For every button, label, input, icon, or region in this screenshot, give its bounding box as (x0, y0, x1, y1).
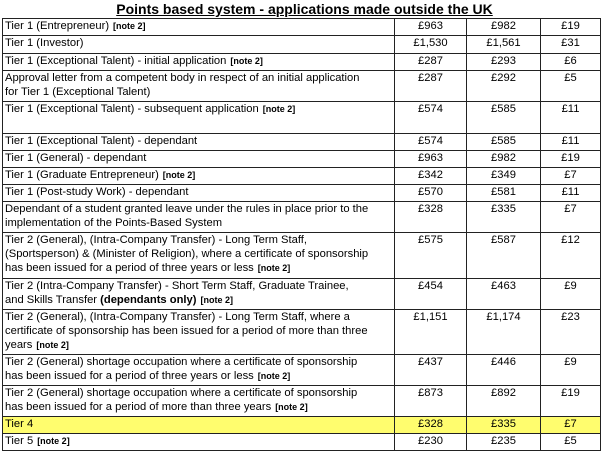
table-row (3, 310, 601, 355)
row-description-line: Dependant of a student granted leave under the rules in place prior to the (5, 203, 369, 215)
row-description-line: implementation of the Points-Based System (5, 217, 223, 229)
bold-qualifier: (dependants only) (100, 294, 197, 306)
fee-new: £335 (467, 202, 541, 233)
row-description: Tier 5 (5, 435, 34, 447)
table-row (3, 71, 601, 102)
row-description-line: years (5, 339, 33, 351)
fee-current: £963 (395, 151, 467, 168)
table-row (3, 54, 601, 71)
note-ref: [note 2] (257, 371, 291, 381)
title-bar (0, 0, 601, 18)
fee-increase: £11 (541, 134, 601, 151)
table-row (3, 434, 601, 451)
fee-increase: £7 (541, 202, 601, 233)
note-ref: [note 2] (262, 104, 296, 114)
fee-current: £1,530 (395, 36, 467, 54)
fee-current: £328 (395, 202, 467, 233)
fee-current: £287 (395, 54, 467, 71)
row-description-line: Tier 2 (General) shortage occupation where a certificate of sponsorship (5, 387, 358, 399)
row-description: Tier 1 (Investor) (5, 37, 84, 49)
fee-current: £574 (395, 102, 467, 134)
fee-increase: £5 (541, 71, 601, 102)
row-description-line: for Tier 1 (Exceptional Talent) (5, 86, 151, 98)
row-description-line: has been issued for a period of more than three years (5, 401, 272, 413)
fee-increase: £7 (541, 417, 601, 434)
fee-current: £575 (395, 233, 467, 279)
table-row (3, 19, 601, 36)
fee-increase: £9 (541, 279, 601, 310)
note-ref: [note 2] (36, 340, 69, 350)
table-row (3, 168, 601, 185)
fee-current: £574 (395, 134, 467, 151)
table-row (3, 185, 601, 202)
fee-current: £342 (395, 168, 467, 185)
row-description-line: Approval letter from a competent body in respect of an initial application (5, 72, 360, 84)
fee-current: £454 (395, 279, 467, 310)
note-ref: [note 2] (257, 263, 291, 273)
note-ref: [note 2] (113, 21, 146, 31)
row-description: Tier 1 (Exceptional Talent) - subsequent application (5, 103, 259, 115)
fee-new: £1,561 (467, 36, 541, 54)
row-description-line: certificate of sponsorship has been issued for a period of more than three (5, 325, 368, 337)
table-row (3, 36, 601, 54)
table-row (3, 134, 601, 151)
fee-current: £437 (395, 355, 467, 386)
table-row (3, 202, 601, 233)
fee-increase: £11 (541, 185, 601, 202)
note-ref: [note 2] (37, 436, 70, 446)
fee-current: £873 (395, 386, 467, 417)
fees-table (2, 18, 601, 451)
fee-new: £585 (467, 102, 541, 134)
table-row (3, 386, 601, 417)
fee-increase: £19 (541, 151, 601, 168)
fee-new: £982 (467, 151, 541, 168)
row-description: Tier 1 (Post-study Work) - dependant (5, 186, 189, 198)
fee-new: £585 (467, 134, 541, 151)
fee-new: £235 (467, 434, 541, 451)
fee-current: £963 (395, 19, 467, 36)
row-description: Tier 4 (5, 418, 34, 430)
row-description: Tier 1 (Exceptional Talent) - initial application (5, 55, 227, 67)
row-description-line: Tier 2 (Intra-Company Transfer) - Short Term Staff, Graduate Trainee, (5, 280, 349, 292)
fee-increase: £11 (541, 102, 601, 134)
note-ref: [note 2] (200, 295, 233, 305)
row-description-line: has been issued for a period of three years or less (5, 370, 254, 382)
row-description: Tier 1 (Graduate Entrepreneur) (5, 169, 159, 181)
note-ref: [note 2] (230, 56, 263, 66)
note-ref: [note 2] (162, 170, 196, 180)
fee-increase: £7 (541, 168, 601, 185)
row-description-line: and Skills Transfer (5, 294, 98, 306)
fee-new: £463 (467, 279, 541, 310)
row-description: Tier 1 (Entrepreneur) (5, 20, 110, 32)
fee-current: £570 (395, 185, 467, 202)
fee-current: £1,151 (395, 310, 467, 355)
fee-new: £587 (467, 233, 541, 279)
note-ref: [note 2] (275, 402, 308, 412)
row-description-line: Tier 2 (General), (Intra-Company Transfer) - Long Term Staff, where a (5, 311, 350, 323)
fee-new: £292 (467, 71, 541, 102)
table-row (3, 355, 601, 386)
fee-new: £446 (467, 355, 541, 386)
fee-increase: £12 (541, 233, 601, 279)
fee-new: £1,174 (467, 310, 541, 355)
table-row (3, 102, 601, 134)
page-title: Points based system - applications made outside the UK (116, 1, 493, 17)
fee-increase: £6 (541, 54, 601, 71)
fee-increase: £19 (541, 19, 601, 36)
row-description-line: (Sportsperson) & (Minister of Religion), where a certificate of sponsorship (5, 248, 369, 260)
row-description-line: Tier 2 (General) shortage occupation where a certificate of sponsorship (5, 356, 358, 368)
row-description-line: has been issued for a period of three years or less (5, 262, 254, 274)
fee-new: £335 (467, 417, 541, 434)
row-description-line: Tier 2 (General), (Intra-Company Transfer) - Long Term Staff, (5, 234, 307, 246)
table-row-highlighted (3, 417, 601, 434)
fee-current: £328 (395, 417, 467, 434)
table-row (3, 233, 601, 279)
fee-new: £349 (467, 168, 541, 185)
fee-new: £581 (467, 185, 541, 202)
fee-increase: £5 (541, 434, 601, 451)
table-row (3, 151, 601, 168)
row-description: Tier 1 (General) - dependant (5, 152, 147, 164)
fee-current: £230 (395, 434, 467, 451)
fee-increase: £19 (541, 386, 601, 417)
fee-increase: £31 (541, 36, 601, 54)
fee-new: £293 (467, 54, 541, 71)
fee-new: £892 (467, 386, 541, 417)
fee-new: £982 (467, 19, 541, 36)
table-row (3, 279, 601, 310)
fee-increase: £23 (541, 310, 601, 355)
fee-increase: £9 (541, 355, 601, 386)
fee-current: £287 (395, 71, 467, 102)
row-description: Tier 1 (Exceptional Talent) - dependant (5, 135, 198, 147)
